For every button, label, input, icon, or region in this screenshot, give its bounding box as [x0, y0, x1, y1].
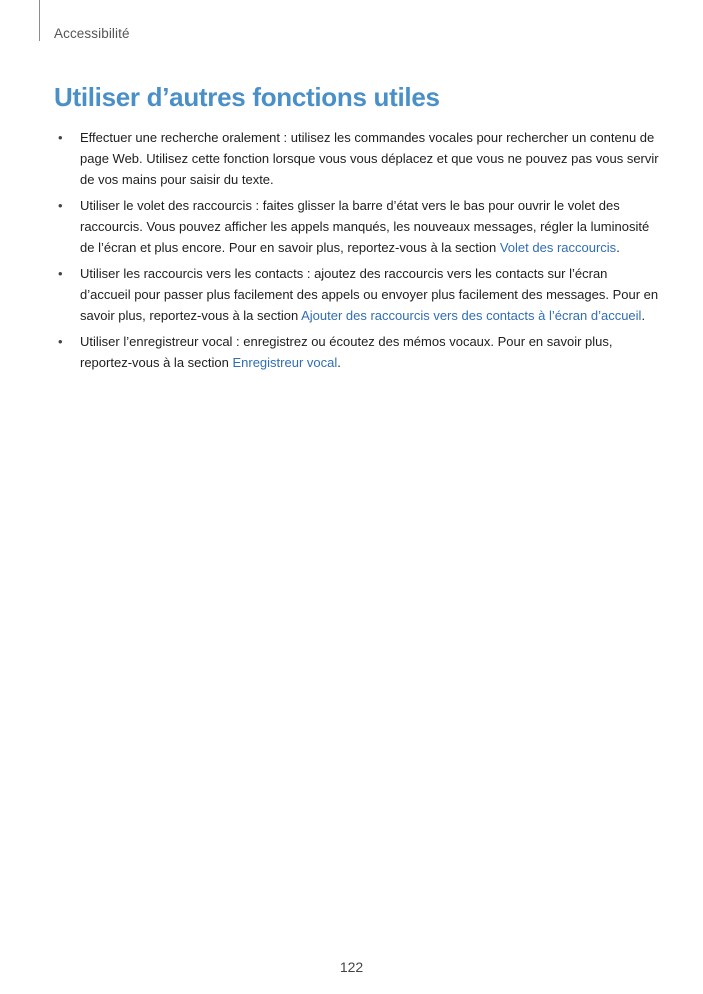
- list-item-text: Utiliser les raccourcis vers les contacts : ajoutez des raccourcis vers les contacts sur l’écran d’accueil pour passer plus facilement des appels ou envoyer plus facilement des messages. Pour en savoir plus, reportez-vous à la section: [80, 266, 659, 323]
- bullet-icon: •: [58, 130, 63, 145]
- link-ajouter-raccourcis-contacts[interactable]: Ajouter des raccourcis vers des contacts à l’écran d’accueil: [301, 308, 642, 323]
- list-item-end: .: [337, 355, 341, 370]
- list-item-text: Effectuer une recherche oralement : utilisez les commandes vocales pour rechercher un contenu de page Web. Utilisez cette fonction lorsque vous vous déplacez et que vous ne pouvez pas vous servir de vos mains pour saisir du texte.: [80, 130, 659, 187]
- bullet-list: [54, 127, 659, 378]
- list-item-text: Utiliser l’enregistreur vocal : enregistrez ou écoutez des mémos vocaux. Pour en savoir plus, reportez-vous à la section: [80, 334, 613, 370]
- list-item: [54, 263, 659, 326]
- page-title: Utiliser d’autres fonctions utiles: [54, 82, 440, 112]
- bullet-icon: •: [58, 198, 63, 213]
- page-number: 122: [339, 959, 364, 975]
- section-header: Accessibilité: [54, 26, 130, 41]
- list-item: [54, 331, 659, 373]
- list-item-end: .: [616, 240, 620, 255]
- link-enregistreur-vocal[interactable]: Enregistreur vocal: [232, 355, 338, 370]
- list-item-text: Utiliser le volet des raccourcis : faites glisser la barre d’état vers le bas pour ouvrir le volet des raccourcis. Vous pouvez afficher les appels manqués, les nouveaux messages, régler la luminosité de l’écran et plus encore. Pour en savoir plus, reportez-vous à la section: [80, 198, 650, 255]
- link-volet-des-raccourcis[interactable]: Volet des raccourcis: [499, 240, 617, 255]
- bullet-icon: •: [58, 266, 63, 281]
- bullet-icon: •: [58, 334, 63, 349]
- list-item: [54, 195, 659, 258]
- header-divider: [39, 0, 40, 41]
- list-item-end: .: [641, 308, 646, 323]
- list-item: [54, 127, 659, 190]
